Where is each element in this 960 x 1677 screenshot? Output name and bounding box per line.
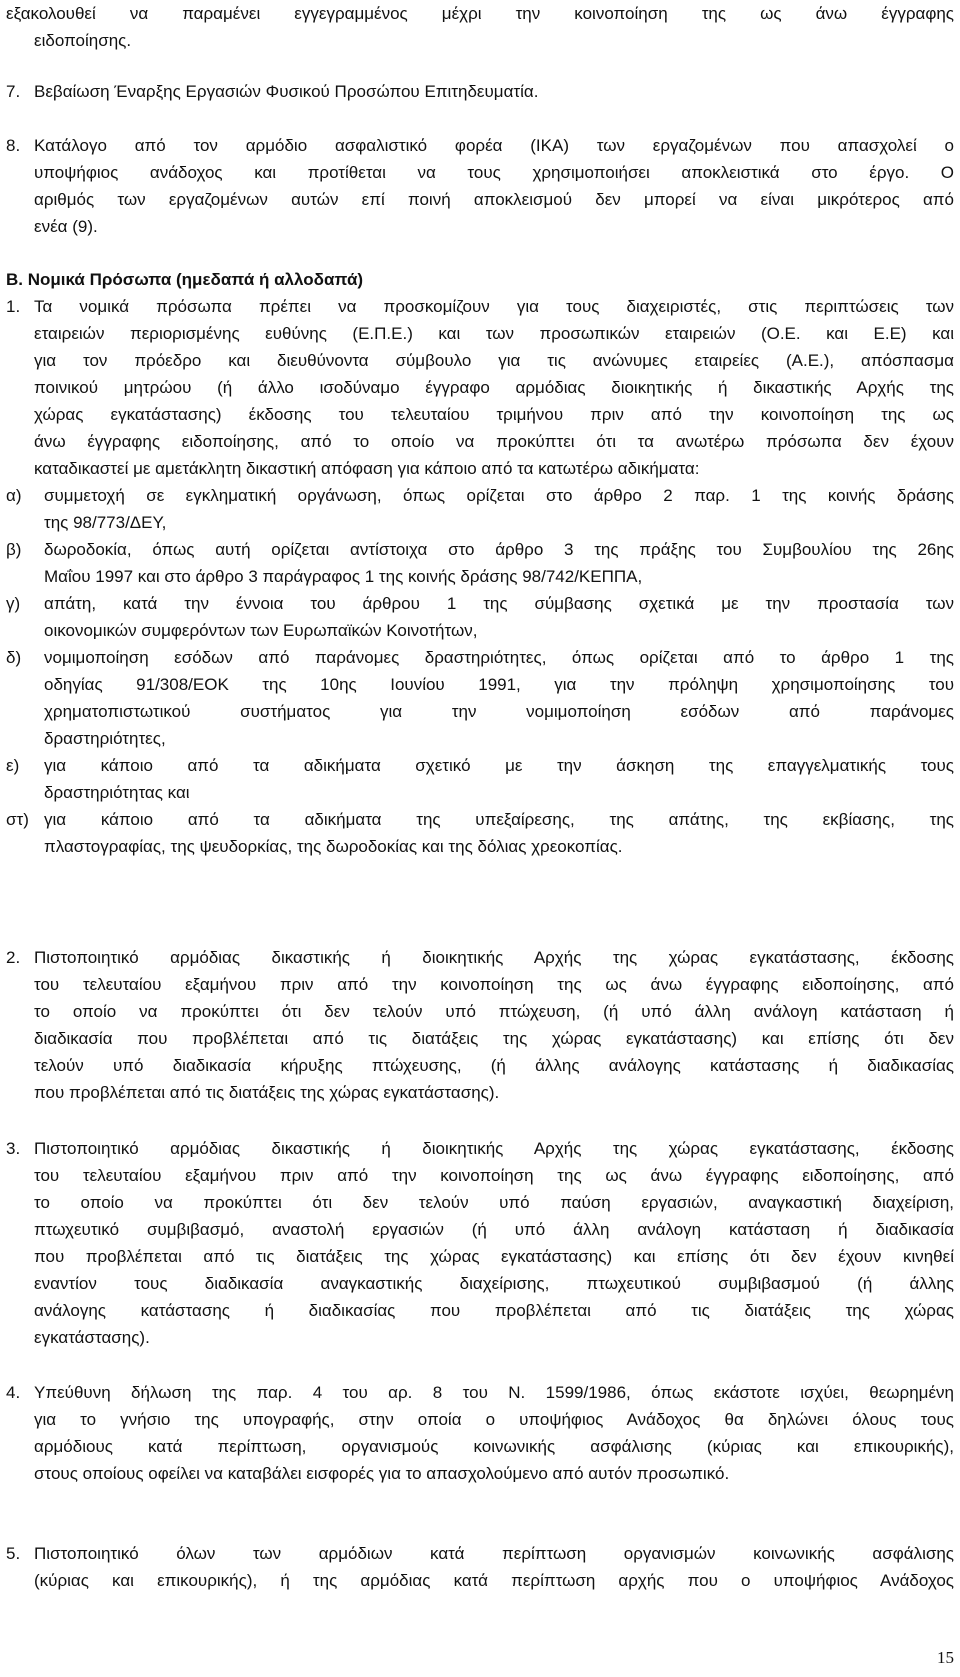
text-line: Τα νομικά πρόσωπα πρέπει να προσκομίζουν για τους διαχειριστές, στις περιπτώσεις των bbox=[34, 297, 954, 316]
list-item-7 bbox=[0, 78, 960, 105]
list-letter: β) bbox=[6, 540, 22, 559]
text-line: δωροδοκία, όπως αυτή ορίζεται αντίστοιχα στο άρθρο 3 της πράξης του Συμβουλίου της 26ης bbox=[44, 540, 954, 559]
text-line: Μαΐου 1997 και στο άρθρο 3 παράγραφος 1 της κοινής δράσης 98/742/ΚΕΠΠΑ, bbox=[44, 567, 643, 586]
text-line: της 98/773/ΔΕΥ, bbox=[44, 513, 167, 532]
text-line: δραστηριότητες, bbox=[44, 729, 166, 748]
text-line: το οποίο να προκύπτει ότι δεν τελούν υπό πτώχευση, (ή υπό άλλη ανάλογη κατάσταση ή bbox=[34, 1002, 954, 1021]
text-line: τελούν υπό διαδικασία κήρυξης πτώχευσης, (ή άλλης ανάλογης κατάστασης ή διαδικασίας bbox=[34, 1056, 954, 1075]
section-heading: Β. Νομικά Πρόσωπα (ημεδαπά ή αλλοδαπά) bbox=[6, 270, 364, 289]
text-line: οικονομικών συμφερόντων των Ευρωπαϊκών Κοινοτήτων, bbox=[44, 621, 478, 640]
text-line: πλαστογραφίας, της ψευδορκίας, της δωροδοκίας και της δόλιας χρεοκοπίας. bbox=[44, 837, 623, 856]
text-line: καταδικαστεί με αμετάκλητη δικαστική απόφαση για κάποιο από τα κατωτέρω αδικήματα: bbox=[34, 459, 700, 478]
continuation-paragraph bbox=[0, 0, 960, 54]
list-item-8 bbox=[0, 132, 960, 240]
item-number: 2. bbox=[6, 948, 21, 967]
text-line: για κάποιο από τα αδικήματα της υπεξαίρεσης, της απάτης, της εκβίασης, της bbox=[44, 810, 954, 829]
text-line: Πιστοποιητικό όλων των αρμόδιων κατά περίπτωση οργανισμών κοινωνικής ασφάλισης bbox=[34, 1544, 954, 1563]
list-letter: ε) bbox=[6, 756, 20, 775]
text-line: του τελευταίου εξαμήνου πριν από την κοινοποίηση της ως άνω έγγραφης ειδοποίησης, από bbox=[34, 1166, 954, 1185]
list-letter: δ) bbox=[6, 648, 22, 667]
text-line: που προβλέπεται από τις διατάξεις της χώρας εγκατάστασης) και επίσης ότι δεν έχουν κινηθεί bbox=[34, 1247, 954, 1266]
text-line: το οποίο να προκύπτει ότι δεν τελούν υπό παύση εργασιών, αναγκαστική διαχείριση, bbox=[34, 1193, 954, 1212]
text-line: Βεβαίωση Έναρξης Εργασιών Φυσικού Προσώπου Επιτηδευματία. bbox=[34, 82, 539, 101]
section-b-item-5 bbox=[0, 1540, 960, 1594]
text-line: δραστηριότητας και bbox=[44, 783, 190, 802]
text-line: ανάλογης κατάστασης ή διαδικασίας που προβλέπεται από τις διατάξεις της χώρας bbox=[34, 1301, 954, 1320]
section-b bbox=[0, 266, 960, 293]
text-line: χρηματοπιστωτικού συστήματος για την νομιμοποίηση εσόδων από παράνομες bbox=[44, 702, 954, 721]
text-line: για κάποιο από τα αδικήματα σχετικό με την άσκηση της επαγγελματικής τους bbox=[44, 756, 954, 775]
section-b-item-1 bbox=[0, 293, 960, 482]
text-line: χώρας εγκατάστασης) έκδοσης του τελευταίου τριμήνου πριν από την κοινοποίηση της ως bbox=[34, 405, 954, 424]
text-line: Υπεύθυνη δήλωση της παρ. 4 του αρ. 8 του Ν. 1599/1986, όπως εκάστοτε ισχύει, θεωρημένη bbox=[34, 1383, 954, 1402]
offences-list bbox=[0, 482, 960, 860]
text-line: πτωχευτικό συμβιβασμό, αναστολή εργασιών (ή υπό άλλη ανάλογη κατάσταση ή διαδικασία bbox=[34, 1220, 954, 1239]
text-line: ενέα (9). bbox=[34, 217, 98, 236]
item-number: 3. bbox=[6, 1139, 21, 1158]
text-line: οδηγίας 91/308/ΕΟΚ της 10ης Ιουνίου 1991, για την πρόληψη χρησιμοποίησης του bbox=[44, 675, 954, 694]
text-line: αρμόδιους κατά περίπτωση, οργανισμούς κοινωνικής ασφάλισης (κύριας και επικουρικής), bbox=[34, 1437, 954, 1456]
text-line: για τον πρόεδρο και διευθύνοντα σύμβουλο για τις ανώνυμες εταιρείες (Α.Ε.), απόσπασμα bbox=[34, 351, 954, 370]
text-line: Κατάλογο από τον αρμόδιο ασφαλιστικό φορέα (ΙΚΑ) των εργαζομένων που απασχολεί ο bbox=[34, 136, 954, 155]
text-line: που προβλέπεται από τις διατάξεις της χώρας εγκατάστασης). bbox=[34, 1083, 500, 1102]
text-line: του τελευταίου εξαμήνου πριν από την κοινοποίηση της ως άνω έγγραφης ειδοποίησης, από bbox=[34, 975, 954, 994]
section-b-item-3 bbox=[0, 1135, 960, 1351]
text-line: εταιρειών περιορισμένης ευθύνης (Ε.Π.Ε.) και των προσωπικών εταιρειών (Ο.Ε. και Ε.Ε) και bbox=[34, 324, 954, 343]
item-number: 5. bbox=[6, 1544, 21, 1563]
text-line: νομιμοποίηση εσόδων από παράνομες δραστηριότητες, όπως ορίζεται από το άρθρο 1 της bbox=[44, 648, 954, 667]
item-number: 1. bbox=[6, 297, 21, 316]
text-line: άνω έγγραφης ειδοποίησης, από το οποίο να προκύπτει ότι τα ανωτέρω πρόσωπα δεν έχουν bbox=[34, 432, 954, 451]
section-b-item-4 bbox=[0, 1379, 960, 1487]
list-letter: στ) bbox=[6, 810, 29, 829]
text-line: συμμετοχή σε εγκληματική οργάνωση, όπως ορίζεται στο άρθρο 2 παρ. 1 της κοινής δράσης bbox=[44, 486, 954, 505]
section-b-item-2 bbox=[0, 944, 960, 1106]
item-number: 4. bbox=[6, 1383, 21, 1402]
text-line: Πιστοποιητικό αρμόδιας δικαστικής ή διοικητικής Αρχής της χώρας εγκατάστασης, έκδοσης bbox=[34, 948, 954, 967]
text-line: αριθμός των εργαζομένων αυτών επί ποινή αποκλεισμού δεν μπορεί να είναι μικρότερος από bbox=[34, 190, 954, 209]
text-line: εξακολουθεί να παραμένει εγγεγραμμένος μέχρι την κοινοποίηση της ως άνω έγγραφης bbox=[6, 4, 954, 23]
page-number: 15 bbox=[937, 1648, 954, 1667]
text-line: Πιστοποιητικό αρμόδιας δικαστικής ή διοικητικής Αρχής της χώρας εγκατάστασης, έκδοσης bbox=[34, 1139, 954, 1158]
text-line: (κύριας και επικουρικής), ή της αρμόδιας κατά περίπτωση αρχής που ο υποψήφιος Ανάδοχος bbox=[34, 1571, 954, 1590]
text-line: υποψήφιος ανάδοχος και προτίθεται να τους χρησιμοποιήσει αποκλειστικά στο έργο. Ο bbox=[34, 163, 954, 182]
list-letter: α) bbox=[6, 486, 22, 505]
text-line: απάτη, κατά την έννοια του άρθρου 1 της σύμβασης σχετικά με την προστασία των bbox=[44, 594, 954, 613]
text-line: ποινικού μητρώου (ή άλλο ισοδύναμο έγγραφο αρμόδιας διοικητικής ή δικαστικής Αρχής της bbox=[34, 378, 954, 397]
text-line: ειδοποίησης. bbox=[34, 31, 132, 50]
item-number: 8. bbox=[6, 136, 21, 155]
list-letter: γ) bbox=[6, 594, 21, 613]
text-line: εναντίον τους διαδικασία αναγκαστικής διαχείρισης, πτωχευτικού συμβιβασμού (ή άλλης bbox=[34, 1274, 954, 1293]
text-line: για το γνήσιο της υπογραφής, στην οποία ο υποψήφιος Ανάδοχος θα δηλώνει όλους τους bbox=[34, 1410, 954, 1429]
text-line: στους οποίους οφείλει να καταβάλει εισφορές για το απασχολούμενο από αυτόν προσωπικό. bbox=[34, 1464, 730, 1483]
text-line: διαδικασία που προβλέπεται από τις διατάξεις της χώρας εγκατάστασης) και επίσης ότι δεν bbox=[34, 1029, 954, 1048]
item-number: 7. bbox=[6, 82, 21, 101]
text-line: εγκατάστασης). bbox=[34, 1328, 150, 1347]
